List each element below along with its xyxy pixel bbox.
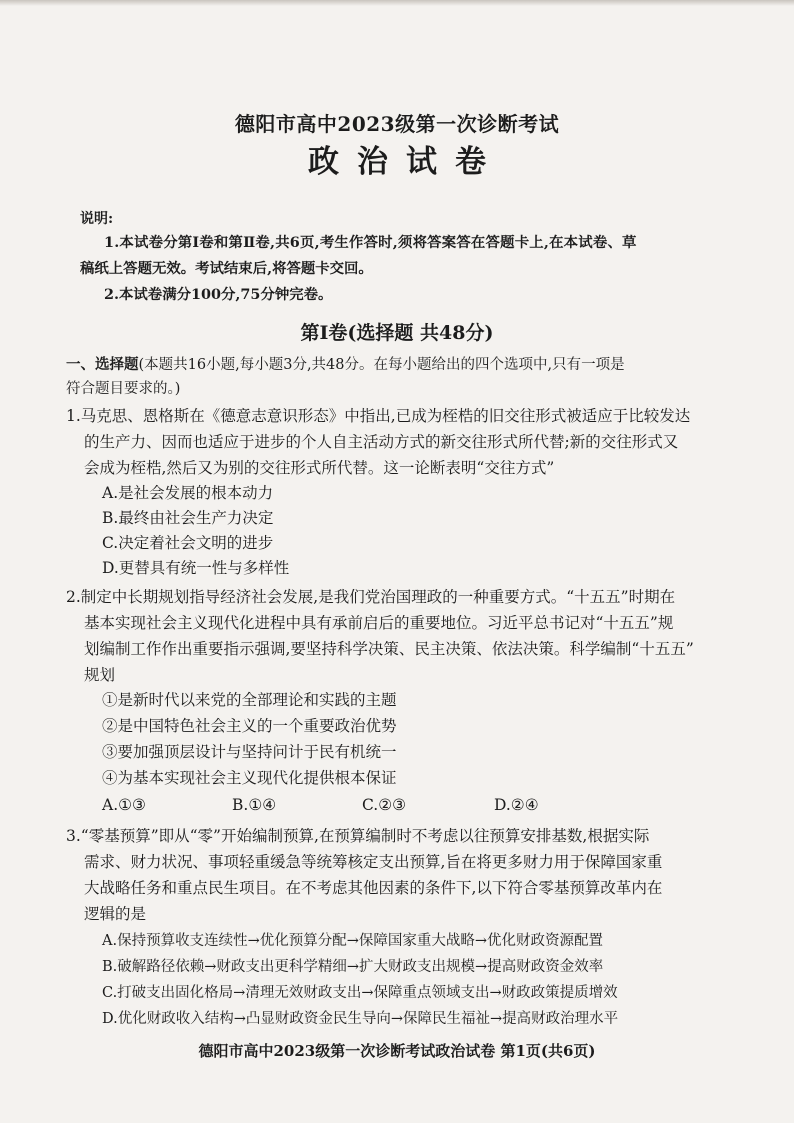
section-title: 第Ⅰ卷(选择题 共48分) xyxy=(300,322,494,344)
section-intro-label: 一、选择题 xyxy=(66,356,139,373)
question-2-line-2: 基本实现社会主义现代化进程中具有承前启后的重要地位。习近平总书记对“十五五”规 xyxy=(84,614,674,632)
section-intro-line-1 xyxy=(66,354,625,376)
question-3-line-1: 3.“零基预算”即从“零”开始编制预算,在预算编制时不考虑以往预算安排基数,根据实际 xyxy=(66,827,650,845)
question-3-line-4: 逻辑的是 xyxy=(84,905,147,923)
question-2-line-1: 2.制定中长期规划指导经济社会发展,是我们党治国理政的一种重要方式。“十五五”时期在 xyxy=(66,588,676,606)
question-2-option-d: D.②④ xyxy=(494,796,539,814)
question-1-option-b: B.最终由社会生产力决定 xyxy=(102,509,274,527)
question-3-option-a: A.保持预算收支连续性→优化预算分配→保障国家重大战略→优化财政资源配置 xyxy=(102,933,604,949)
page-footer: 德阳市高中2023级第一次诊断考试政治试卷 第1页(共6页) xyxy=(198,1042,596,1060)
question-1-line-1: 1.马克思、恩格斯在《德意志意识形态》中指出,已成为桎梏的旧交往形式被适应于比较发达 xyxy=(66,407,691,425)
instruction-2: 2.本试卷满分100分,75分钟完卷。 xyxy=(104,286,333,303)
question-2-option-c: C.②③ xyxy=(362,796,407,814)
question-2-line-4: 规划 xyxy=(84,666,116,684)
section-intro-text: (本题共16小题,每小题3分,共48分。在每小题给出的四个选项中,只有一项是 xyxy=(138,357,625,373)
question-1-option-a: A.是社会发展的根本动力 xyxy=(102,484,274,502)
question-2-item-3: ③要加强顶层设计与坚持问计于民有机统一 xyxy=(102,743,397,761)
question-1-line-3: 会成为桎梏,然后又为别的交往形式所代替。这一论断表明“交往方式” xyxy=(84,459,555,477)
question-2-item-1: ①是新时代以来党的全部理论和实践的主题 xyxy=(102,691,397,709)
section-intro-line-2: 符合题目要求的。) xyxy=(66,381,181,397)
question-1-option-c: C.决定着社会文明的进步 xyxy=(102,534,274,552)
question-2-line-3: 划编制工作作出重要指示强调,要坚持科学决策、民主决策、依法决策。科学编制“十五五” xyxy=(84,640,694,658)
scan-edge-shadow xyxy=(0,0,794,6)
exam-title: 德阳市高中2023级第一次诊断考试 xyxy=(234,112,560,136)
question-2-option-b: B.①④ xyxy=(232,796,277,814)
question-3-line-2: 需求、财力状况、事项轻重缓急等统筹核定支出预算,旨在将更多财力用于保障国家重 xyxy=(84,853,663,871)
question-1-line-2: 的生产力、因而也适应于进步的个人自主活动方式的新交往形式所代替;新的交往形式又 xyxy=(84,433,679,451)
question-3-option-c: C.打破支出固化格局→清理无效财政支出→保障重点领域支出→财政政策提质增效 xyxy=(102,985,618,1001)
question-2-item-4: ④为基本实现社会主义现代化提供根本保证 xyxy=(102,769,397,787)
subject-title: 政治试卷 xyxy=(308,144,504,180)
instructions-heading: 说明: xyxy=(80,211,114,227)
question-2-option-a: A.①③ xyxy=(102,796,146,814)
instruction-1-line-2: 稿纸上答题无效。考试结束后,将答题卡交回。 xyxy=(80,260,373,277)
question-2-item-2: ②是中国特色社会主义的一个重要政治优势 xyxy=(102,717,397,735)
question-3-option-b: B.破解路径依赖→财政支出更科学精细→扩大财政支出规模→提高财政资金效率 xyxy=(102,959,604,975)
question-1-option-d: D.更替具有统一性与多样性 xyxy=(102,559,290,577)
instruction-1-line-1: 1.本试卷分第Ⅰ卷和第Ⅱ卷,共6页,考生作答时,须将答案答在答题卡上,在本试卷、草 xyxy=(104,234,637,251)
question-3-option-d: D.优化财政收入结构→凸显财政资金民生导向→保障民生福祉→提高财政治理水平 xyxy=(102,1011,619,1027)
question-3-line-3: 大战略任务和重点民生项目。在不考虑其他因素的条件下,以下符合零基预算改革内在 xyxy=(84,879,663,897)
